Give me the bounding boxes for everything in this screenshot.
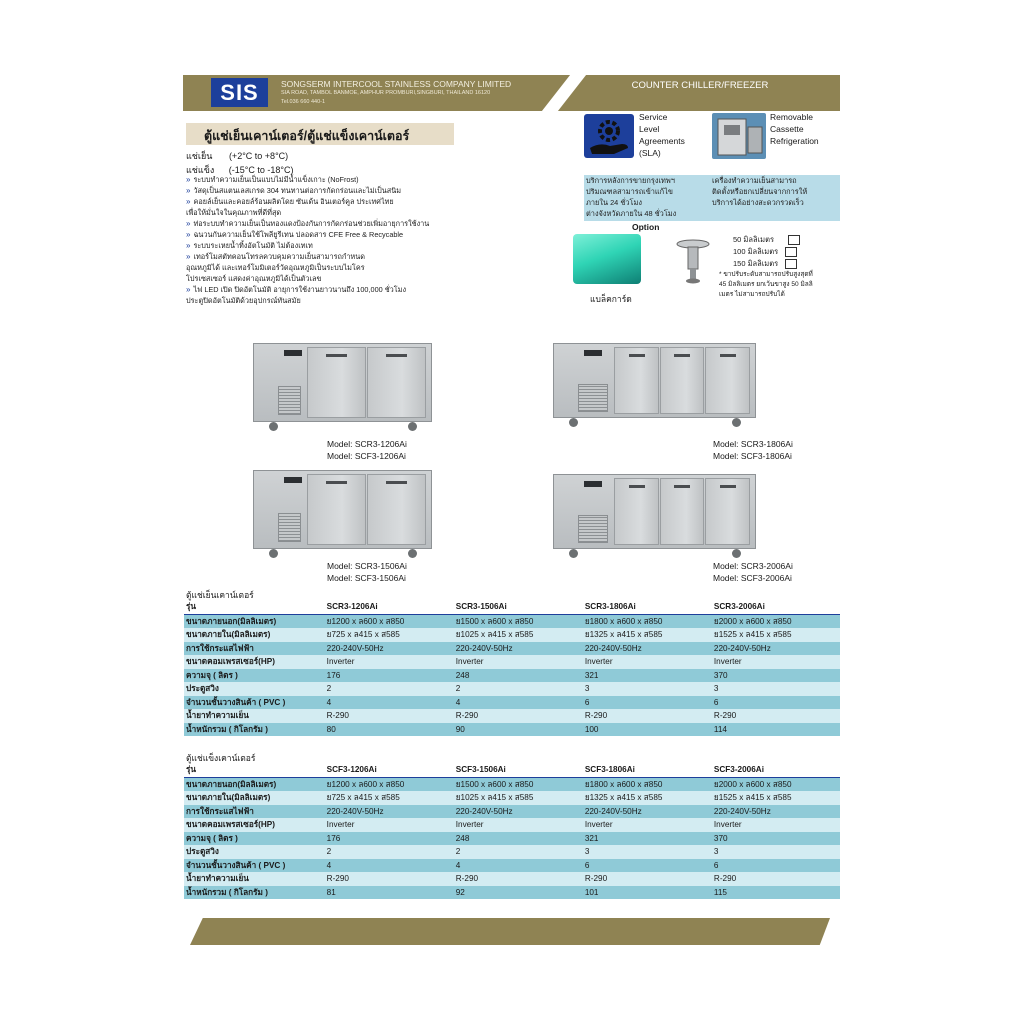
table-row — [184, 818, 840, 832]
table-cell: 2 — [324, 845, 453, 859]
door — [614, 347, 659, 414]
door-handle — [674, 485, 690, 488]
table-cell: ย1025 x ล415 x ส585 — [453, 791, 582, 805]
door-handle — [720, 485, 736, 488]
table-cell: SCF3-1206Ai — [324, 763, 453, 777]
table-row — [184, 832, 840, 846]
row-label: ขนาดคอมเพรสเซอร์(HP) — [184, 818, 324, 832]
table-header-row — [184, 600, 840, 614]
door-handle — [720, 354, 736, 357]
table-cell: 220-240V-50Hz — [324, 805, 453, 819]
cassette-description: เครื่องทำความเย็นสามารถ ติดตั้งหรือยกเปลี่ยนจากการให้ บริการได้อย่างสะดวกรวดเร็ว — [712, 176, 808, 207]
table-freezer-section: ตู้แช่แข็งเคาน์เตอร์ — [186, 753, 256, 763]
leg-option-150: 150 มิลลิเมตร — [733, 258, 797, 270]
feature-text: ระบบระเหยน้ำทิ้งอัตโนมัติ ไม่ต้องเทเท — [193, 241, 313, 250]
door — [705, 478, 750, 545]
caster-wheel — [269, 422, 278, 431]
row-label: ขนาดภายใน(มิลลิเมตร) — [184, 791, 324, 805]
row-label: จำนวนชั้นวางสินค้า ( PVC ) — [184, 859, 324, 873]
feature-item — [186, 240, 506, 251]
table-row — [184, 614, 840, 628]
arrow-bullet-icon: » — [186, 285, 191, 294]
table-cell: 220-240V-50Hz — [711, 805, 840, 819]
table-cell: R-290 — [324, 709, 453, 723]
door — [367, 347, 426, 418]
table-row — [184, 723, 840, 737]
feature-text: ประตูปิดอัตโนมัติด้วยอุปกรณ์ทันสมัย — [186, 296, 301, 305]
table-cell: 6 — [711, 859, 840, 873]
model-name: Model: SCF3-2006Ai — [713, 573, 792, 583]
table-cell: 220-240V-50Hz — [711, 642, 840, 656]
table-cell: ย2000 x ล600 x ส850 — [711, 614, 840, 628]
table-cell: 3 — [582, 682, 711, 696]
table-row — [184, 777, 840, 791]
door — [307, 474, 366, 545]
model-name: Model: SCR3-1506Ai — [327, 561, 407, 571]
caster-wheel — [569, 418, 578, 427]
compressor-vent — [578, 515, 608, 543]
table-cell: 90 — [453, 723, 582, 737]
table-cell: 3 — [711, 682, 840, 696]
sla-description: บริการหลังการขายกรุงเทพฯ ปริมณฑลสามารถเข้าแก้ไข ภายใน 24 ชั่วโมง ต่างจังหวัดภายใน 48 ชั่วโมง — [586, 176, 677, 218]
feature-list — [186, 174, 506, 306]
door-handle — [326, 481, 347, 484]
compressor-vent — [578, 384, 608, 412]
table-cell: ย1500 x ล600 x ส850 — [453, 777, 582, 791]
door-handle — [674, 354, 690, 357]
row-label: ขนาดคอมเพรสเซอร์(HP) — [184, 655, 324, 669]
table-cell: ย1200 x ล600 x ส850 — [324, 614, 453, 628]
feature-item — [186, 196, 506, 207]
counter-unit-image — [253, 343, 432, 422]
model-name: Model: SCR3-1206Ai — [327, 439, 407, 449]
feature-text: เทอร์โมสตัทคอนโทรลควบคุมความเย็นสามารถกำหนด — [193, 252, 365, 261]
row-label: ขนาดภายใน(มิลลิเมตร) — [184, 628, 324, 642]
table-cell: 6 — [582, 859, 711, 873]
table-cell: 6 — [711, 696, 840, 710]
table-cell: 6 — [582, 696, 711, 710]
arrow-bullet-icon: » — [186, 175, 191, 184]
adjustable-leg-icon — [675, 239, 711, 285]
model-name: Model: SCF3-1206Ai — [327, 451, 406, 461]
table-cell: 220-240V-50Hz — [453, 805, 582, 819]
table-row — [184, 859, 840, 873]
door-handle — [386, 481, 407, 484]
feature-text: ท่อระบบทำความเย็นเป็นทองแดงป้องกันการกัดกร่อนช่วยเพิ่มอายุการใช้งาน — [193, 219, 430, 228]
table-cell: 4 — [453, 859, 582, 873]
table-row — [184, 628, 840, 642]
feature-text: อุณหภูมิได้ และเทอร์โมมิเตอร์วัดอุณหภูมิเป็นระบบไมโคร — [186, 263, 365, 272]
table-cell: 370 — [711, 669, 840, 683]
table-cell: 321 — [582, 832, 711, 846]
table-cell: 176 — [324, 669, 453, 683]
leg-option-50: 50 มิลลิเมตร — [733, 234, 800, 246]
arrow-bullet-icon: » — [186, 186, 191, 195]
table-cell: R-290 — [324, 872, 453, 886]
feature-text: ระบบทำความเย็นเป็นแบบไม่มีน้ำแข็งเกาะ (NoFrost) — [193, 175, 359, 184]
table-header-row — [184, 763, 840, 777]
table-cell: 3 — [582, 845, 711, 859]
company-name: SONGSERM INTERCOOL STAINLESS COMPANY LIMITED — [281, 79, 512, 89]
table-cell: SCF3-1506Ai — [453, 763, 582, 777]
row-label: รุ่น — [184, 763, 324, 777]
row-label: ขนาดภายนอก(มิลลิเมตร) — [184, 777, 324, 791]
row-label: น้ำหนักรวม ( กิโลกรัม ) — [184, 886, 324, 900]
feature-text: วัสดุเป็นสแตนเลสเกรด 304 ทนทานต่อการกัดกร่อนและไม่เป็นสนิม — [193, 186, 402, 195]
feature-item — [186, 262, 506, 273]
table-cell: 220-240V-50Hz — [324, 642, 453, 656]
table-cell: Inverter — [453, 818, 582, 832]
table-cell: SCR3-1206Ai — [324, 600, 453, 614]
table-chiller-section: ตู้แช่เย็นเคาน์เตอร์ — [186, 590, 254, 600]
feature-item — [186, 218, 506, 229]
row-label: การใช้กระแสไฟฟ้า — [184, 805, 324, 819]
counter-unit-image — [553, 343, 756, 418]
door — [307, 347, 366, 418]
table-cell: 176 — [324, 832, 453, 846]
table-cell: 115 — [711, 886, 840, 900]
table-cell: ย1200 x ล600 x ส850 — [324, 777, 453, 791]
table-cell: SCF3-1806Ai — [582, 763, 711, 777]
table-row — [184, 886, 840, 900]
feature-text: โปรเซสเซอร์ แสดงค่าอุณหภูมิได้เป็นตัวเลข — [186, 274, 322, 283]
caster-wheel — [732, 418, 741, 427]
row-label: น้ำยาทำความเย็น — [184, 872, 324, 886]
table-cell: 2 — [453, 682, 582, 696]
table-cell: 4 — [324, 859, 453, 873]
air-curtain-icon — [573, 234, 641, 284]
feature-item — [186, 174, 506, 185]
table-cell: 248 — [453, 832, 582, 846]
table-cell: ย2000 x ล600 x ส850 — [711, 777, 840, 791]
table-cell: SCR3-1506Ai — [453, 600, 582, 614]
table-cell: 80 — [324, 723, 453, 737]
table-cell: ย1325 x ล415 x ส585 — [582, 791, 711, 805]
feature-item — [186, 295, 506, 306]
table-cell: 370 — [711, 832, 840, 846]
table-cell: ย1525 x ล415 x ส585 — [711, 628, 840, 642]
table-cell: ย725 x ล415 x ส585 — [324, 791, 453, 805]
temp-freeze-range: (-15°C to -18°C) — [228, 165, 294, 175]
caster-wheel — [408, 549, 417, 558]
temp-chill-range: (+2°C to +8°C) — [228, 151, 289, 161]
arrow-bullet-icon: » — [186, 252, 191, 261]
table-cell: R-290 — [453, 872, 582, 886]
table-cell: SCF3-2006Ai — [711, 763, 840, 777]
table-cell: ย1025 x ล415 x ส585 — [453, 628, 582, 642]
arrow-bullet-icon: » — [186, 219, 191, 228]
model-name: Model: SCF3-1506Ai — [327, 573, 406, 583]
table-cell: Inverter — [711, 818, 840, 832]
table-row — [184, 642, 840, 656]
table-cell: 4 — [453, 696, 582, 710]
table-cell: ย1800 x ล600 x ส850 — [582, 777, 711, 791]
table-row — [184, 791, 840, 805]
table-cell: ย725 x ล415 x ส585 — [324, 628, 453, 642]
option-label: Option — [632, 222, 660, 232]
row-label: ประตูสวิง — [184, 682, 324, 696]
table-cell: 101 — [582, 886, 711, 900]
arrow-bullet-icon: » — [186, 197, 191, 206]
caster-wheel — [569, 549, 578, 558]
row-label: น้ำยาทำความเย็น — [184, 709, 324, 723]
table-cell: 81 — [324, 886, 453, 900]
table-cell: 2 — [453, 845, 582, 859]
leg-50-checkbox[interactable] — [788, 235, 800, 245]
table-cell: Inverter — [324, 655, 453, 669]
table-cell: Inverter — [582, 818, 711, 832]
table-row — [184, 872, 840, 886]
air-curtain-label: แบล็คการ์ด — [590, 294, 632, 304]
company-logo: SIS — [211, 78, 268, 107]
feature-text: คอยล์เย็นและคอยล์ร้อนผลิตโดย ซันเด้น อินเตอร์คูล ประเทศไทย — [193, 197, 394, 206]
table-cell: 321 — [582, 669, 711, 683]
sla-title: Service Level Agreements (SLA) — [639, 112, 685, 158]
door — [367, 474, 426, 545]
table-cell: 220-240V-50Hz — [582, 642, 711, 656]
table-cell: R-290 — [582, 709, 711, 723]
feature-item — [186, 229, 506, 240]
row-label: จำนวนชั้นวางสินค้า ( PVC ) — [184, 696, 324, 710]
table-cell: R-290 — [711, 872, 840, 886]
table-cell: 4 — [324, 696, 453, 710]
feature-item — [186, 185, 506, 196]
table-cell: R-290 — [453, 709, 582, 723]
feature-text: ไฟ LED เปิด ปิดอัตโนมัติ อายุการใช้งานยาวนานถึง 100,000 ชั่วโมง — [193, 285, 407, 294]
table-row — [184, 845, 840, 859]
freezer-spec-table — [184, 763, 840, 899]
table-cell: 2 — [324, 682, 453, 696]
leg-option-100: 100 มิลลิเมตร — [733, 246, 797, 258]
feature-text: ฉนวนกันความเย็นใช้โพลียูรีเทน ปลอดสาร CFE Free & Recycable — [193, 230, 404, 239]
page-title: ตู้แช่เย็นเคาน์เตอร์/ตู้แช่แข็งเคาน์เตอร์ — [204, 129, 410, 143]
arrow-bullet-icon: » — [186, 230, 191, 239]
model-name: Model: SCR3-1806Ai — [713, 439, 793, 449]
model-name: Model: SCF3-1806Ai — [713, 451, 792, 461]
table-cell: SCR3-2006Ai — [711, 600, 840, 614]
leg-100-checkbox[interactable] — [785, 247, 797, 257]
table-cell: ย1800 x ล600 x ส850 — [582, 614, 711, 628]
arrow-bullet-icon: » — [186, 241, 191, 250]
table-cell: 114 — [711, 723, 840, 737]
table-cell: Inverter — [324, 818, 453, 832]
table-cell: 3 — [711, 845, 840, 859]
temp-chill-label: แช่เย็น — [186, 151, 213, 161]
table-row — [184, 696, 840, 710]
door-handle — [629, 485, 645, 488]
model-label — [327, 438, 407, 462]
company-address: SIA ROAD, TAMBOL BANMOE, AMPHUR PROMBURI,SINGBURI, THAILAND 16120 — [281, 90, 491, 96]
feature-item — [186, 284, 506, 295]
table-cell: 92 — [453, 886, 582, 900]
feature-item — [186, 273, 506, 284]
table-cell: R-290 — [582, 872, 711, 886]
category-title: COUNTER CHILLER/FREEZER — [631, 80, 769, 91]
table-cell: 100 — [582, 723, 711, 737]
counter-unit-image — [553, 474, 756, 549]
cassette-title: Removable Cassette Refrigeration — [770, 112, 819, 146]
table-row — [184, 682, 840, 696]
feature-item — [186, 207, 506, 218]
model-label — [713, 438, 793, 462]
temp-freeze-label: แช่แข็ง — [186, 165, 215, 175]
caster-wheel — [408, 422, 417, 431]
row-label: ประตูสวิง — [184, 845, 324, 859]
table-cell: Inverter — [582, 655, 711, 669]
door-handle — [326, 354, 347, 357]
door-handle — [629, 354, 645, 357]
table-cell: Inverter — [453, 655, 582, 669]
row-label: ความจุ ( ลิตร ) — [184, 832, 324, 846]
leg-note: * ขาปรับระดับสามารถปรับสูงสุดที่ 45 มิลลิเมตร ยกเว้นขาสูง 50 มิลลิ เมตร ไม่สามารถปรับได้ — [719, 271, 813, 298]
cassette-refrigeration-icon — [712, 113, 766, 159]
door — [660, 478, 705, 545]
table-cell: 220-240V-50Hz — [582, 805, 711, 819]
table-cell: SCR3-1806Ai — [582, 600, 711, 614]
gear-hand-icon — [584, 114, 634, 158]
temp-chill — [186, 149, 288, 163]
feature-text: เพื่อให้มั่นใจในคุณภาพที่ดีที่สุด — [186, 208, 282, 217]
table-cell: 248 — [453, 669, 582, 683]
caster-wheel — [269, 549, 278, 558]
door — [705, 347, 750, 414]
company-phone: Tel.036 660 440-1 — [281, 99, 326, 105]
control-panel — [584, 350, 602, 356]
footer-bar — [190, 918, 830, 945]
feature-item — [186, 251, 506, 262]
counter-unit-image — [253, 470, 432, 549]
control-panel — [584, 481, 602, 487]
model-label — [713, 560, 793, 584]
model-label — [327, 560, 407, 584]
table-cell: 220-240V-50Hz — [453, 642, 582, 656]
row-label: รุ่น — [184, 600, 324, 614]
door-handle — [386, 354, 407, 357]
control-panel — [284, 350, 302, 356]
table-row — [184, 805, 840, 819]
chiller-spec-table — [184, 600, 840, 736]
table-row — [184, 669, 840, 683]
caster-wheel — [732, 549, 741, 558]
compressor-vent — [278, 386, 301, 415]
table-row — [184, 655, 840, 669]
table-cell: ย1325 x ล415 x ส585 — [582, 628, 711, 642]
table-row — [184, 709, 840, 723]
table-cell: ย1500 x ล600 x ส850 — [453, 614, 582, 628]
row-label: น้ำหนักรวม ( กิโลกรัม ) — [184, 723, 324, 737]
control-panel — [284, 477, 302, 483]
leg-150-checkbox[interactable] — [785, 259, 797, 269]
row-label: ความจุ ( ลิตร ) — [184, 669, 324, 683]
model-name: Model: SCR3-2006Ai — [713, 561, 793, 571]
door — [614, 478, 659, 545]
door — [660, 347, 705, 414]
row-label: ขนาดภายนอก(มิลลิเมตร) — [184, 614, 324, 628]
compressor-vent — [278, 513, 301, 542]
row-label: การใช้กระแสไฟฟ้า — [184, 642, 324, 656]
table-cell: Inverter — [711, 655, 840, 669]
table-cell: R-290 — [711, 709, 840, 723]
table-cell: ย1525 x ล415 x ส585 — [711, 791, 840, 805]
